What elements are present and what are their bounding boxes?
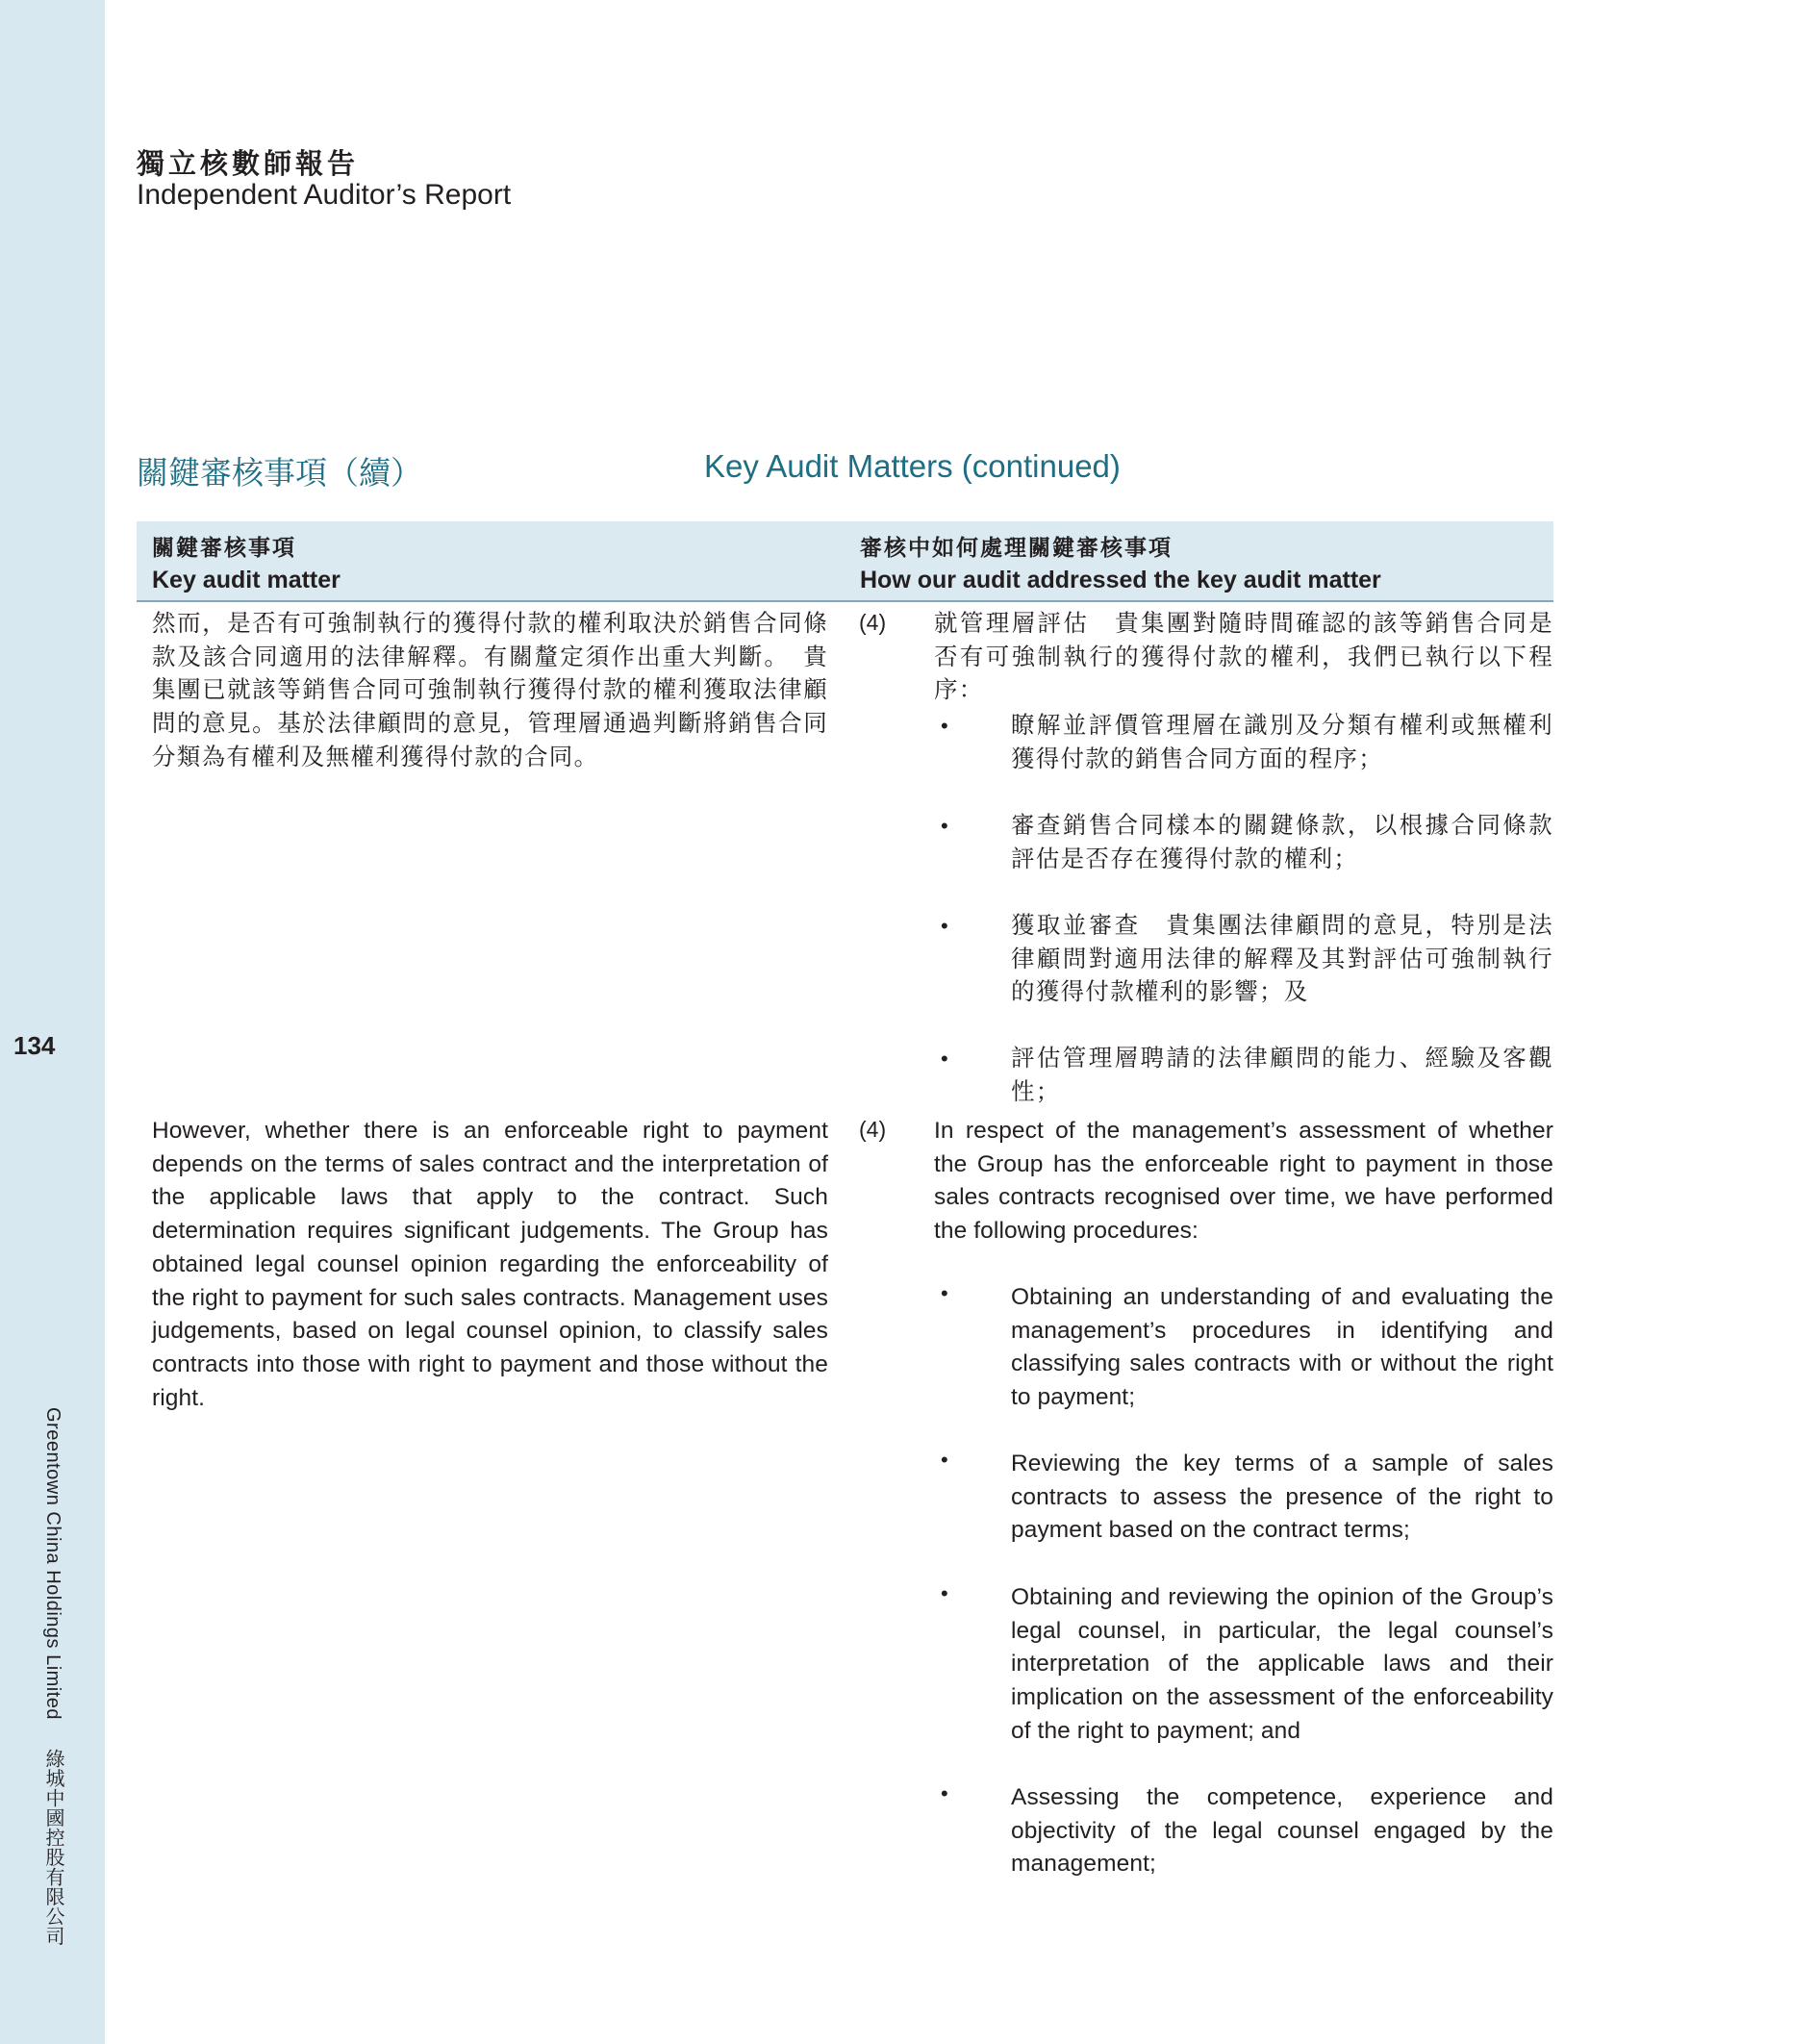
en-item-number: (4) — [859, 1117, 887, 1142]
zh-item-number: (4) — [859, 610, 887, 635]
zh-procedure-intro: 就管理層評估 貴集團對隨時間確認的該等銷售合同是否有可強制執行的獲得付款的權利，我們已執行以下程序： — [934, 611, 1553, 704]
header-right-zh: 審核中如何處理關鍵審核事項 — [860, 535, 1173, 560]
bullet-icon: • — [941, 1281, 948, 1305]
header-key-audit-matter — [152, 531, 341, 596]
zh-key-audit-matter-text: 然而，是否有可強制執行的獲得付款的權利取決於銷售合同條款及該合同適用的法律解釋。有關釐定須作出重大判斷。 貴集團已就該等銷售合同可強制執行獲得付款的權利獲取法律顧問的意見。基於法律顧問的意見，管理層通過判斷將銷售合同分類為有權利及無權利獲得付款的合同。 — [152, 611, 828, 770]
bullet-icon: • — [941, 1781, 948, 1805]
header-right-en: How our audit addressed the key audit matter — [860, 567, 1381, 593]
section-title-en: Key Audit Matters (continued) — [704, 448, 1121, 484]
en-bullet-4: Assessing the competence, experience and objectivity of the legal counsel engaged by the management; — [1011, 1784, 1553, 1878]
page-number: 134 — [13, 1031, 56, 1060]
side-company-name — [39, 1407, 67, 1946]
bullet-icon: • — [941, 1581, 948, 1605]
header-left-en: Key audit matter — [152, 567, 341, 593]
en-bullet-3: Obtaining and reviewing the opinion of the Group’s legal counsel, in particular, the legal counsel’s interpretation of the applicable laws and their implication on the assessment of the enforceability of the right to payment; and — [1011, 1584, 1553, 1744]
en-bullet-2: Reviewing the key terms of a sample of sales contracts to assess the presence of the right to payment based on the contract terms; — [1011, 1451, 1553, 1544]
en-key-audit-matter-text: However, whether there is an enforceable right to payment depends on the terms of sales contract and the interpretation of the applicable laws that apply to the contract. Such determination requires significant judgements. The Group has obtained legal counsel opinion regarding the enforceability of the right to payment for such sales contracts. Management uses judgements, based on legal counsel opinion, to classify sales contracts into those with right to payment and those without the right. — [152, 1118, 828, 1411]
header-left-zh: 關鍵審核事項 — [152, 535, 296, 560]
report-title-zh: 獨立核數師報告 — [137, 147, 360, 180]
company-name-zh: 綠城中國控股有限公司 — [42, 1749, 63, 1947]
report-title-en: Independent Auditor’s Report — [137, 179, 512, 211]
en-procedure-intro: In respect of the management’s assessment of whether the Group has the enforceable right to payment in those sales contracts recognised over time, we have performed the following procedures: — [934, 1118, 1553, 1245]
table-header — [137, 521, 1553, 602]
en-bullet-1: Obtaining an understanding of and evaluating the management’s procedures in identifying and classifying sales contracts with or without the right to payment; — [1011, 1284, 1553, 1411]
section-title-zh: 關鍵審核事項（續） — [137, 455, 422, 491]
zh-bullet-3: 獲取並審查 貴集團法律顧問的意見，特別是法律顧問對適用法律的解釋及其對評估可強制執行的獲得付款權利的影響；及 — [1011, 913, 1553, 1006]
bullet-icon: • — [941, 814, 948, 838]
zh-bullet-2: 審查銷售合同樣本的關鍵條款，以根據合同條款評估是否存在獲得付款的權利； — [1011, 813, 1553, 872]
zh-bullet-1: 瞭解並評價管理層在識別及分類有權利或無權利獲得付款的銷售合同方面的程序； — [1011, 713, 1553, 772]
bullet-icon: • — [941, 1448, 948, 1472]
bullet-icon: • — [941, 1047, 948, 1071]
header-how-addressed — [860, 531, 1381, 596]
company-name-en: Greentown China Holdings Limited — [42, 1407, 63, 1721]
zh-bullet-4: 評估管理層聘請的法律顧問的能力、經驗及客觀性； — [1011, 1046, 1553, 1105]
bullet-icon: • — [941, 714, 948, 738]
bullet-icon: • — [941, 914, 948, 938]
